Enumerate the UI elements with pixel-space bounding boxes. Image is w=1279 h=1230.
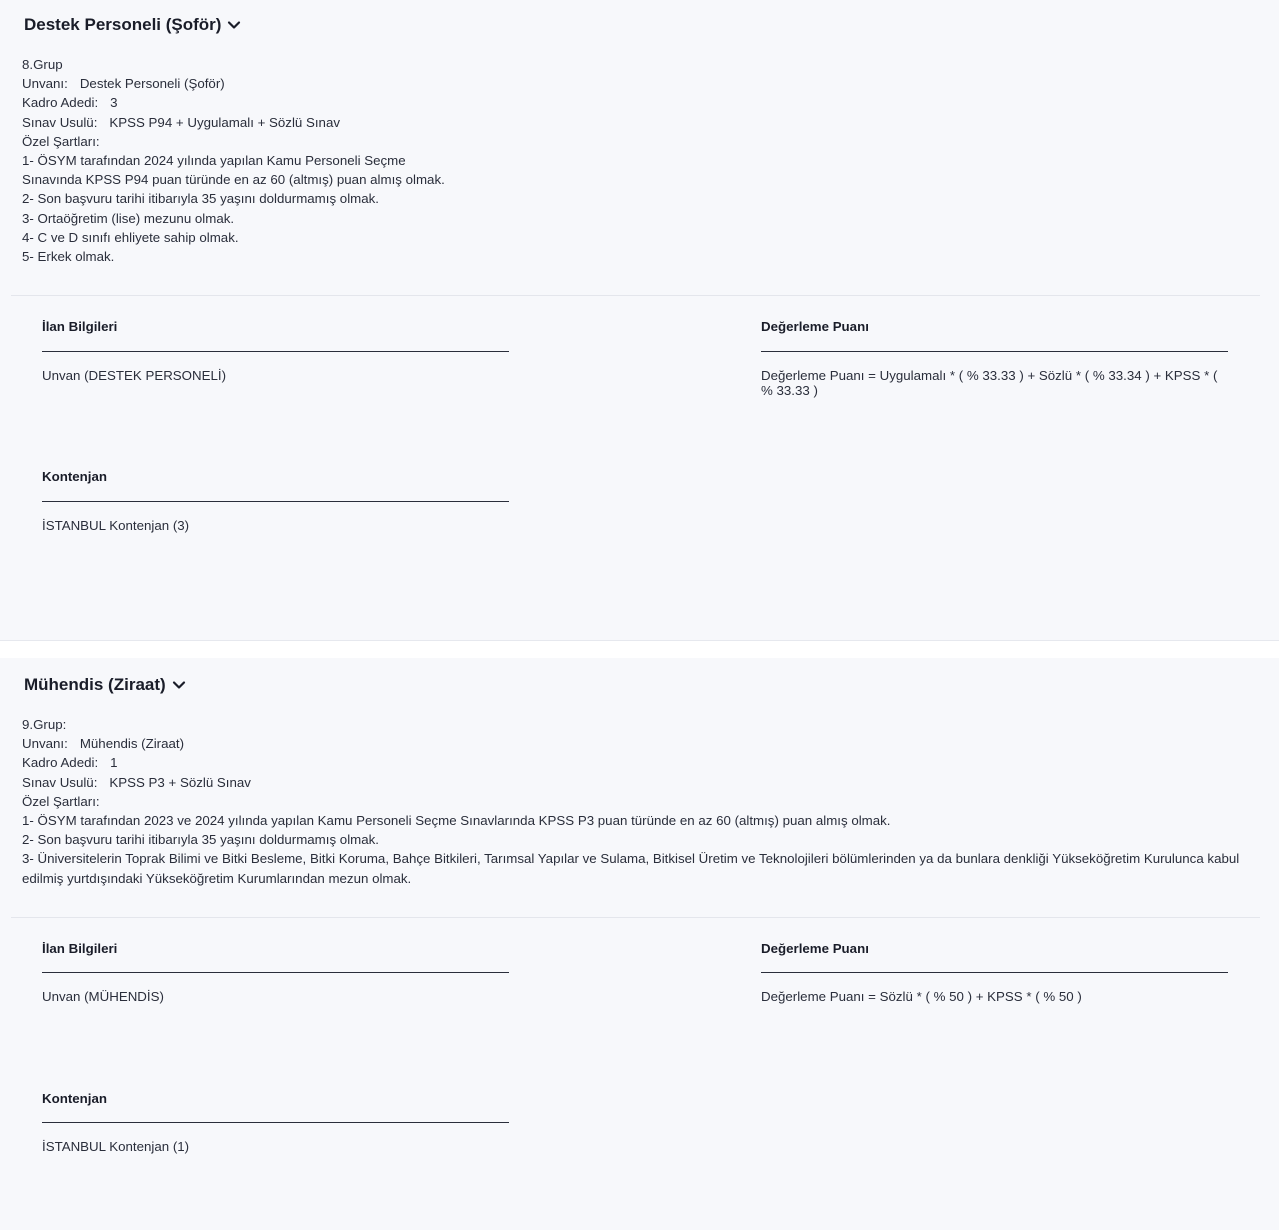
sinav-row — [22, 113, 445, 132]
chevron-down-icon — [227, 18, 241, 32]
section-title: Destek Personeli (Şoför) — [24, 15, 222, 34]
unvan-row — [22, 74, 445, 93]
condition-line: 2- Son başvuru tarihi itibarıyla 35 yaşını doldurmamış olmak. — [22, 191, 379, 207]
condition-line: 3- Ortaöğretim (lise) mezunu olmak. — [22, 210, 235, 226]
ozel-label: Özel Şartları: — [22, 793, 100, 809]
ilan-bilgileri-underline — [42, 351, 509, 352]
section-toggle[interactable] — [24, 675, 186, 695]
degerleme-puani-underline — [761, 972, 1228, 973]
kadro-value: 1 — [110, 755, 118, 771]
kadro-label: Kadro Adedi: — [22, 755, 99, 771]
condition-line: 5- Erkek olmak. — [22, 249, 115, 265]
condition-line: 1- ÖSYM tarafından 2024 yılında yapılan Kamu Personeli Seçme — [22, 153, 406, 169]
section-divider — [11, 917, 1260, 918]
group-label: 8.Grup — [22, 57, 63, 72]
kadro-label: Kadro Adedi: — [22, 95, 99, 111]
sinav-row — [22, 773, 1252, 792]
kontenjan-underline — [42, 1122, 509, 1123]
kontenjan-title: Kontenjan — [42, 1091, 108, 1106]
section-title: Mühendis (Ziraat) — [24, 675, 166, 694]
group-label: 9.Grup: — [22, 717, 67, 732]
unvan-row — [22, 734, 1252, 753]
kontenjan-underline — [42, 501, 509, 502]
condition-line: 3- Üniversitelerin Toprak Bilimi ve Bitki Besleme, Bitki Koruma, Bahçe Bitkileri, Tarımsal Yapılar ve Sulama, Bitkisel Üretim ve Teknolojileri bölümlerinden ya da bunlara denkliği Yükseköğretim Kurulunca kabul edilmiş yurtdışındaki Yükseköğretim Kurumlarından mezun olmak. — [22, 851, 1240, 886]
degerleme-puani-underline — [761, 351, 1228, 352]
job-details — [22, 55, 445, 266]
degerleme-puani-value: Değerleme Puanı = Uygulamalı * ( % 33.33 ) + Sözlü * ( % 33.34 ) + KPSS * ( % 33.33 ) — [761, 368, 1218, 398]
degerleme-puani-title: Değerleme Puanı — [761, 319, 869, 334]
unvan-label: Unvanı: — [22, 76, 68, 92]
degerleme-puani-value: Değerleme Puanı = Sözlü * ( % 50 ) + KPSS * ( % 50 ) — [761, 989, 1082, 1004]
condition-line: Sınavında KPSS P94 puan türünde en az 60 (altmış) puan almış olmak. — [22, 172, 445, 188]
chevron-down-icon — [172, 678, 186, 692]
sinav-value: KPSS P3 + Sözlü Sınav — [109, 774, 251, 790]
ilan-bilgileri-title: İlan Bilgileri — [42, 941, 118, 956]
sinav-value: KPSS P94 + Uygulamalı + Sözlü Sınav — [109, 114, 340, 130]
ilan-bilgileri-title: İlan Bilgileri — [42, 319, 118, 334]
condition-line: 2- Son başvuru tarihi itibarıyla 35 yaşını doldurmamış olmak. — [22, 832, 379, 848]
unvan-label: Unvanı: — [22, 736, 68, 752]
condition-line: 1- ÖSYM tarafından 2023 ve 2024 yılında yapılan Kamu Personeli Seçme Sınavlarında KPSS P3 puan türünde en az 60 (altmış) puan almış olmak. — [22, 813, 891, 829]
sinav-label: Sınav Usulü: — [22, 774, 98, 790]
kontenjan-value: İSTANBUL Kontenjan (1) — [42, 1139, 190, 1154]
condition-line: 4- C ve D sınıfı ehliyete sahip olmak. — [22, 229, 239, 245]
section-toggle[interactable] — [24, 15, 241, 35]
section-divider — [11, 295, 1260, 296]
degerleme-puani-title: Değerleme Puanı — [761, 941, 869, 956]
kadro-row — [22, 93, 445, 112]
unvan-value: Mühendis (Ziraat) — [79, 736, 185, 752]
job-section-muhendis-ziraat — [0, 658, 1279, 1230]
ilan-bilgileri-value: Unvan (DESTEK PERSONELİ) — [42, 368, 226, 383]
unvan-value: Destek Personeli (Şoför) — [79, 76, 225, 92]
kontenjan-value: İSTANBUL Kontenjan (3) — [42, 518, 190, 533]
sinav-label: Sınav Usulü: — [22, 114, 98, 130]
kontenjan-title: Kontenjan — [42, 469, 108, 484]
kadro-row — [22, 753, 1252, 772]
ozel-label: Özel Şartları: — [22, 133, 100, 149]
job-details — [22, 715, 1252, 888]
ilan-bilgileri-value: Unvan (MÜHENDİS) — [42, 989, 164, 1004]
kadro-value: 3 — [110, 95, 118, 111]
ilan-bilgileri-underline — [42, 972, 509, 973]
